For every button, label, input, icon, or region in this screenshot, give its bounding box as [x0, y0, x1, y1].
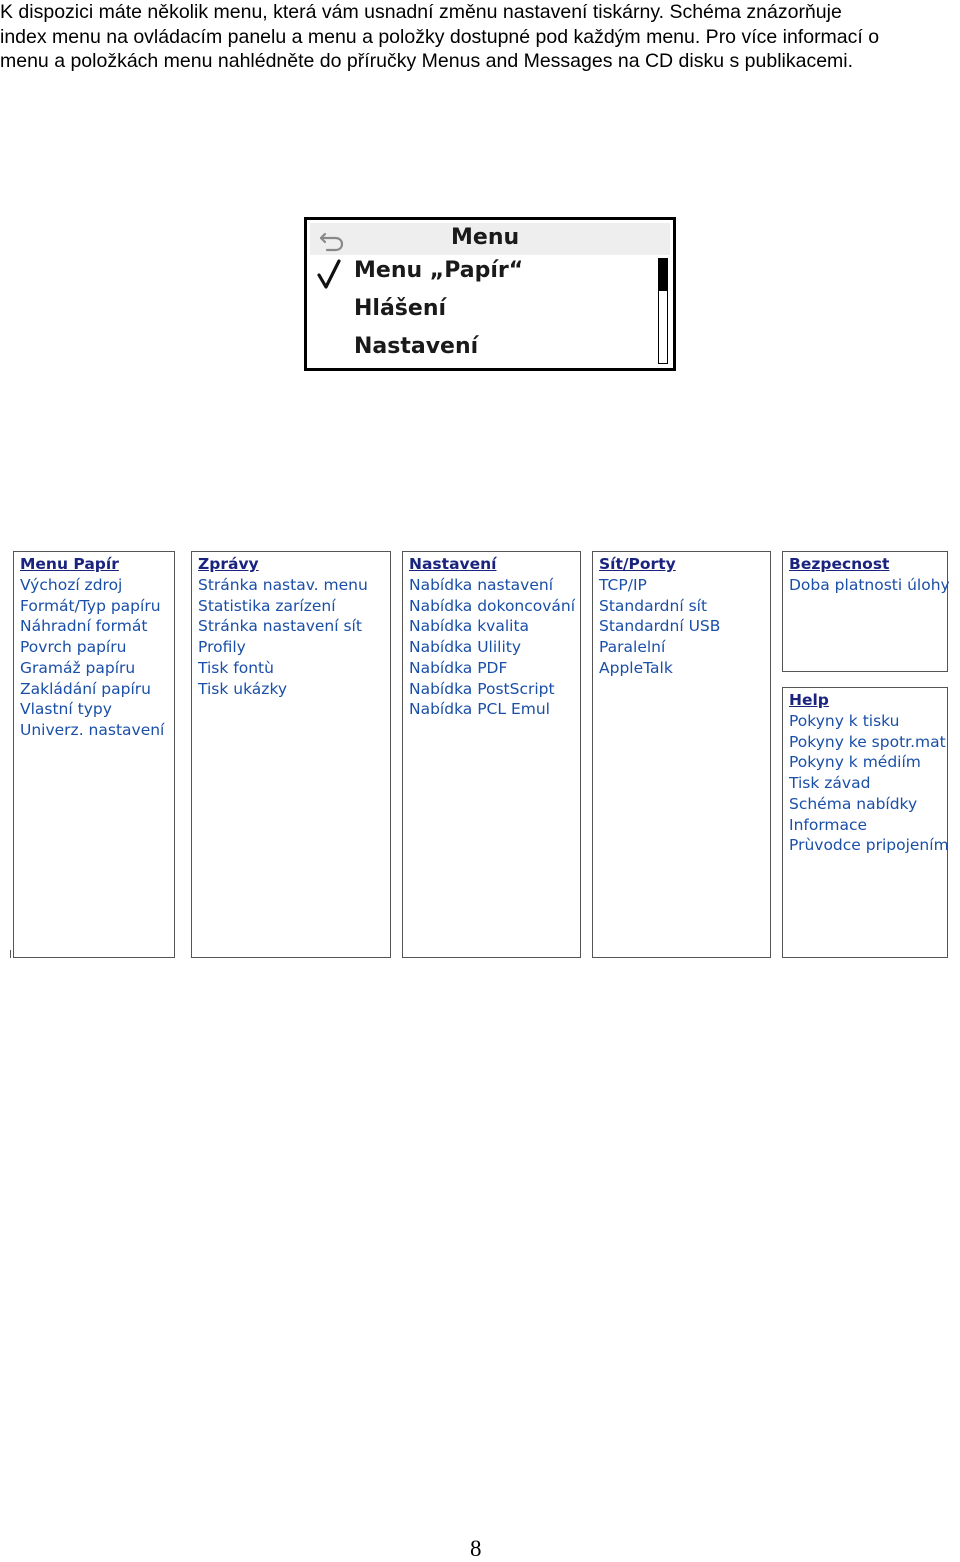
back-arrow-icon[interactable] — [319, 229, 345, 253]
intro-line: menu a položkách menu nahlédněte do příručky Menus and Messages na CD disku s publikacemi. — [0, 50, 854, 72]
menu-title[interactable]: Sít/Porty — [599, 555, 676, 573]
menu-title[interactable]: Bezpecnost — [789, 555, 890, 573]
menu-item[interactable]: Tisk fontù — [198, 658, 274, 677]
menu-item[interactable]: Náhradní formát — [20, 617, 148, 636]
menu-title[interactable]: Menu Papír — [20, 555, 119, 573]
display-menu-item-nastaveni[interactable]: Nastavení — [354, 334, 479, 359]
menu-item[interactable]: Pokyny ke spotr.mat — [789, 732, 946, 751]
menu-item[interactable]: Paralelní — [599, 638, 666, 657]
control-panel-display — [304, 217, 676, 371]
menu-item[interactable]: Nabídka nastavení — [409, 576, 554, 594]
menu-item[interactable]: Doba platnosti úlohy — [789, 576, 950, 594]
display-menu-item-hlaseni[interactable]: Hlášení — [354, 296, 447, 321]
menu-title[interactable]: Nastavení — [409, 555, 497, 573]
menu-item[interactable]: Statistika zarízení — [198, 596, 336, 615]
page-number: 8 — [470, 1536, 482, 1561]
intro-text — [0, 0, 960, 74]
menu-item-list — [599, 575, 720, 679]
menu-item[interactable]: Univerz. nastavení — [20, 720, 165, 739]
menu-item[interactable]: Tisk závad — [789, 774, 871, 793]
display-menu-item-papir[interactable]: Menu „Papír“ — [354, 258, 524, 283]
menu-item[interactable]: Nabídka dokoncování — [409, 596, 576, 615]
intro-line: K dispozici máte několik menu, která vám usnadní změnu nastavení tiskárny. Schéma znázorňuje — [0, 1, 842, 23]
menu-item[interactable]: Tisk ukázky — [198, 679, 288, 698]
menu-item[interactable]: Vlastní typy — [20, 700, 112, 719]
menu-item[interactable]: Povrch papíru — [20, 638, 127, 657]
menu-item[interactable]: Prùvodce pripojením — [789, 836, 949, 855]
menu-box-zpravy — [191, 551, 391, 958]
menu-item[interactable]: Schéma nabídky — [789, 794, 918, 813]
display-scrollbar[interactable] — [658, 258, 668, 364]
menu-item-list — [198, 575, 368, 699]
menu-item[interactable]: Nabídka kvalita — [409, 617, 530, 636]
menu-item[interactable]: TCP/IP — [599, 576, 647, 594]
menu-item[interactable]: Výchozí zdroj — [20, 576, 123, 594]
scrollbar-thumb[interactable] — [659, 259, 667, 291]
menu-box-nastaveni — [402, 551, 581, 958]
menu-item[interactable]: Standardní USB — [599, 617, 721, 636]
menu-item-list — [789, 575, 950, 596]
menu-item[interactable]: Pokyny k tisku — [789, 712, 900, 730]
menu-item[interactable]: Formát/Typ papíru — [20, 596, 161, 615]
menu-item[interactable]: Nabídka PostScript — [409, 679, 555, 698]
menu-item[interactable]: Nabídka Ulility — [409, 638, 522, 657]
checkmark-icon — [317, 258, 341, 290]
menu-title[interactable]: Help — [789, 691, 829, 709]
divider — [10, 950, 11, 958]
menu-title[interactable]: Zprávy — [198, 555, 259, 573]
menu-item[interactable]: Nabídka PDF — [409, 658, 508, 677]
menu-item[interactable]: Zakládání papíru — [20, 679, 151, 698]
menu-box-papir — [13, 551, 175, 958]
menu-item[interactable]: Profily — [198, 638, 246, 657]
menu-item-list — [789, 711, 949, 856]
menu-box-bezpecnost — [782, 551, 948, 672]
menu-item[interactable]: Nabídka PCL Emul — [409, 700, 550, 719]
menu-item[interactable]: Gramáž papíru — [20, 658, 136, 677]
display-header — [310, 223, 670, 255]
display-title: Menu — [451, 225, 520, 250]
menu-box-help — [782, 687, 948, 958]
intro-line: index menu na ovládacím panelu a menu a položky dostupné pod každým menu. Pro více informací o — [0, 25, 880, 48]
menu-item[interactable]: AppleTalk — [599, 658, 673, 677]
menu-item-list — [20, 575, 164, 741]
menu-item-list — [409, 575, 575, 720]
menu-item[interactable]: Standardní sít — [599, 596, 708, 615]
menu-item[interactable]: Pokyny k médiím — [789, 753, 921, 772]
menu-item[interactable]: Stránka nastavení sít — [198, 617, 362, 636]
menu-item[interactable]: Informace — [789, 815, 868, 834]
menu-box-sit-porty — [592, 551, 771, 958]
menu-item[interactable]: Stránka nastav. menu — [198, 576, 368, 594]
